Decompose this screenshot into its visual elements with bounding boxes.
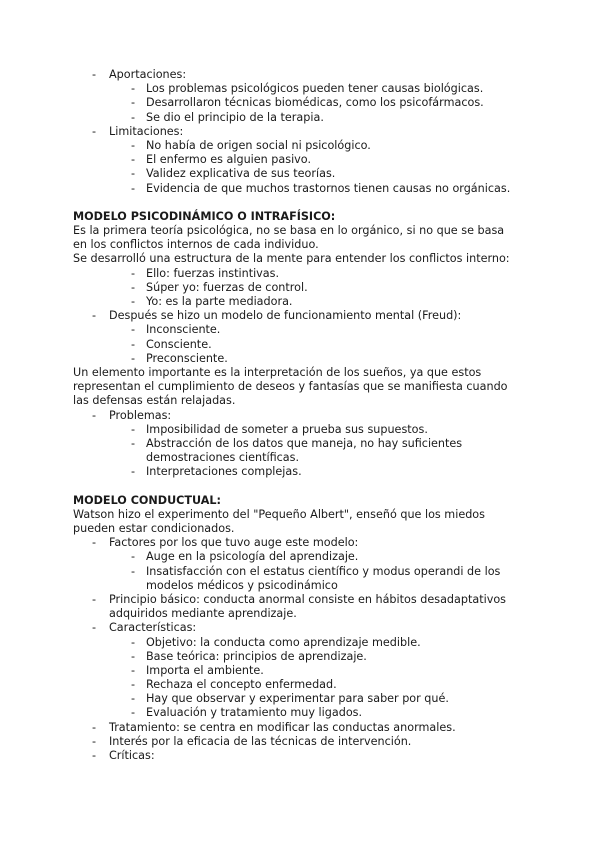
sublist-item <box>0 706 600 720</box>
dash-bullet: - <box>131 82 136 96</box>
dash-bullet: - <box>131 436 136 450</box>
sublist-item-text: Validez explicativa de sus teorías. <box>146 167 336 181</box>
paragraph-text: Se desarrolló una estructura de la mente para entender los conflictos interno: <box>73 252 510 266</box>
paragraph-text: en los conflictos internos de cada individuo. <box>73 238 319 252</box>
sublist-item-text: No había de origen social ni psicológico. <box>146 138 371 152</box>
sublist-item <box>0 338 600 352</box>
list-item-text: Críticas: <box>109 749 155 762</box>
list-item <box>0 621 600 635</box>
dash-bullet: - <box>92 124 97 138</box>
sublist-item-text: Hay que observar y experimentar para saber por qué. <box>146 692 449 706</box>
sublist-item <box>0 678 600 692</box>
sublist-item-text: Ello: fuerzas instintivas. <box>146 266 280 280</box>
dash-bullet: - <box>131 678 136 692</box>
spacer <box>0 196 600 210</box>
list-item <box>0 125 600 139</box>
dash-bullet: - <box>131 138 136 152</box>
paragraph-text: Es la primera teoría psicológica, no se basa en lo orgánico, si no que se basa <box>73 224 505 238</box>
list-item-text: Interés por la eficacia de las técnicas de intervención. <box>109 734 412 748</box>
list-item-text: Después se hizo un modelo de funcionamiento mental (Freud): <box>109 309 462 323</box>
paragraph-text: las defensas están relajadas. <box>73 394 236 408</box>
sublist-item-text: Desarrollaron técnicas biomédicas, como los psicofármacos. <box>146 96 484 110</box>
sublist-item-text: Los problemas psicológicos pueden tener causas biológicas. <box>146 82 484 96</box>
list-item-text: Factores por los que tuvo auge este modelo: <box>109 536 359 550</box>
list-item-text: Principio básico: conducta anormal consiste en hábitos desadaptativos <box>109 592 507 606</box>
paragraph-line <box>0 252 600 266</box>
dash-bullet: - <box>131 564 136 578</box>
sublist-item <box>0 82 600 96</box>
dash-bullet: - <box>131 110 136 124</box>
dash-bullet: - <box>92 720 97 734</box>
dash-bullet: - <box>131 422 136 436</box>
dash-bullet: - <box>131 323 136 337</box>
sublist-item <box>0 650 600 664</box>
sublist-item-text: Interpretaciones complejas. <box>146 465 302 479</box>
section-title: MODELO PSICODINÁMICO O INTRAFÍSICO: <box>73 209 336 223</box>
sublist-item-text: Rechaza el concepto enfermedad. <box>146 678 337 692</box>
sublist-item-text: Inconsciente. <box>146 323 221 337</box>
dash-bullet: - <box>92 536 97 550</box>
dash-bullet: - <box>131 295 136 308</box>
sublist-item-text: Se dio el principio de la terapia. <box>146 110 324 124</box>
paragraph-line <box>0 380 600 394</box>
dash-bullet: - <box>92 749 97 762</box>
document-page <box>0 68 600 763</box>
dash-bullet: - <box>131 706 136 720</box>
paragraph-line <box>0 394 600 408</box>
sublist-item-text: Base teórica: principios de aprendizaje. <box>146 649 367 663</box>
sublist-item-text: Súper yo: fuerzas de control. <box>146 280 308 294</box>
list-item-text: Aportaciones: <box>109 68 187 81</box>
sublist-item <box>0 139 600 153</box>
sublist-item-text: modelos médicos y psicodinámico <box>146 578 338 592</box>
list-item-text: Limitaciones: <box>109 124 184 138</box>
dash-bullet: - <box>131 550 136 564</box>
dash-bullet: - <box>131 181 136 195</box>
list-item <box>0 735 600 749</box>
list-item <box>0 749 600 763</box>
sublist-item <box>0 636 600 650</box>
dash-bullet: - <box>92 734 97 748</box>
paragraph-text: Watson hizo el experimento del "Pequeño Albert", enseñó que los miedos <box>73 507 485 521</box>
list-item <box>0 309 600 323</box>
sublist-item-text: Consciente. <box>146 337 212 351</box>
sublist-item <box>0 565 600 579</box>
dash-bullet: - <box>131 280 136 294</box>
sublist-item <box>0 182 600 196</box>
sublist-item <box>0 323 600 337</box>
list-item <box>0 68 600 82</box>
sublist-item-text: Yo: es la parte mediadora. <box>146 295 293 308</box>
paragraph-text: pueden estar condicionados. <box>73 522 235 535</box>
sublist-item <box>0 281 600 295</box>
sublist-item-text: Abstracción de los datos que maneja, no hay suficientes <box>146 436 463 450</box>
sublist-item <box>0 295 600 309</box>
list-item-text: Problemas: <box>109 408 172 422</box>
sublist-item-text: Insatisfacción con el estatus científico y modus operandi de los <box>146 564 501 578</box>
section-title: MODELO CONDUCTUAL: <box>73 493 222 507</box>
sublist-item <box>0 465 600 479</box>
sublist-item <box>0 267 600 281</box>
sublist-item <box>0 437 600 451</box>
sublist-item-text: El enfermo es alguien pasivo. <box>146 153 312 167</box>
sublist-item-text: Preconsciente. <box>146 351 228 365</box>
paragraph-line <box>0 522 600 536</box>
sublist-item <box>0 352 600 366</box>
paragraph-line <box>0 238 600 252</box>
sublist-item <box>0 550 600 564</box>
dash-bullet: - <box>131 266 136 280</box>
dash-bullet: - <box>131 96 136 110</box>
list-item-continuation <box>0 607 600 621</box>
sublist-item <box>0 692 600 706</box>
section-heading <box>0 494 600 508</box>
paragraph-line <box>0 366 600 380</box>
list-item-text: Características: <box>109 621 197 635</box>
list-item-text: adquiridos mediante aprendizaje. <box>109 607 297 621</box>
sublist-item-text: Evaluación y tratamiento muy ligados. <box>146 706 363 720</box>
dash-bullet: - <box>92 68 97 81</box>
dash-bullet: - <box>131 635 136 649</box>
dash-bullet: - <box>92 592 97 606</box>
dash-bullet: - <box>92 309 97 323</box>
dash-bullet: - <box>92 621 97 635</box>
dash-bullet: - <box>131 167 136 181</box>
dash-bullet: - <box>131 465 136 479</box>
sublist-item <box>0 664 600 678</box>
sublist-item <box>0 111 600 125</box>
section-heading <box>0 210 600 224</box>
sublist-item-continuation <box>0 451 600 465</box>
list-item <box>0 536 600 550</box>
dash-bullet: - <box>131 337 136 351</box>
dash-bullet: - <box>92 408 97 422</box>
sublist-item <box>0 167 600 181</box>
dash-bullet: - <box>131 692 136 706</box>
spacer <box>0 479 600 493</box>
sublist-item-text: Imposibilidad de someter a prueba sus supuestos. <box>146 422 428 436</box>
list-item <box>0 409 600 423</box>
sublist-item <box>0 423 600 437</box>
paragraph-line <box>0 508 600 522</box>
list-item <box>0 721 600 735</box>
paragraph-text: Un elemento importante es la interpretación de los sueños, ya que estos <box>73 365 482 379</box>
sublist-item-text: demostraciones científicas. <box>146 451 300 465</box>
list-item <box>0 593 600 607</box>
sublist-item-text: Importa el ambiente. <box>146 663 264 677</box>
list-item-text: Tratamiento: se centra en modificar las conductas anormales. <box>109 720 456 734</box>
sublist-item-text: Evidencia de que muchos trastornos tienen causas no orgánicas. <box>146 181 511 195</box>
sublist-item-text: Objetivo: la conducta como aprendizaje medible. <box>146 635 421 649</box>
dash-bullet: - <box>131 663 136 677</box>
dash-bullet: - <box>131 649 136 663</box>
sublist-item-continuation <box>0 579 600 593</box>
dash-bullet: - <box>131 351 136 365</box>
sublist-item <box>0 153 600 167</box>
paragraph-text: representan el cumplimiento de deseos y fantasías que se manifiesta cuando <box>73 380 508 394</box>
paragraph-line <box>0 224 600 238</box>
sublist-item-text: Auge en la psicología del aprendizaje. <box>146 550 359 564</box>
dash-bullet: - <box>131 153 136 167</box>
sublist-item <box>0 96 600 110</box>
